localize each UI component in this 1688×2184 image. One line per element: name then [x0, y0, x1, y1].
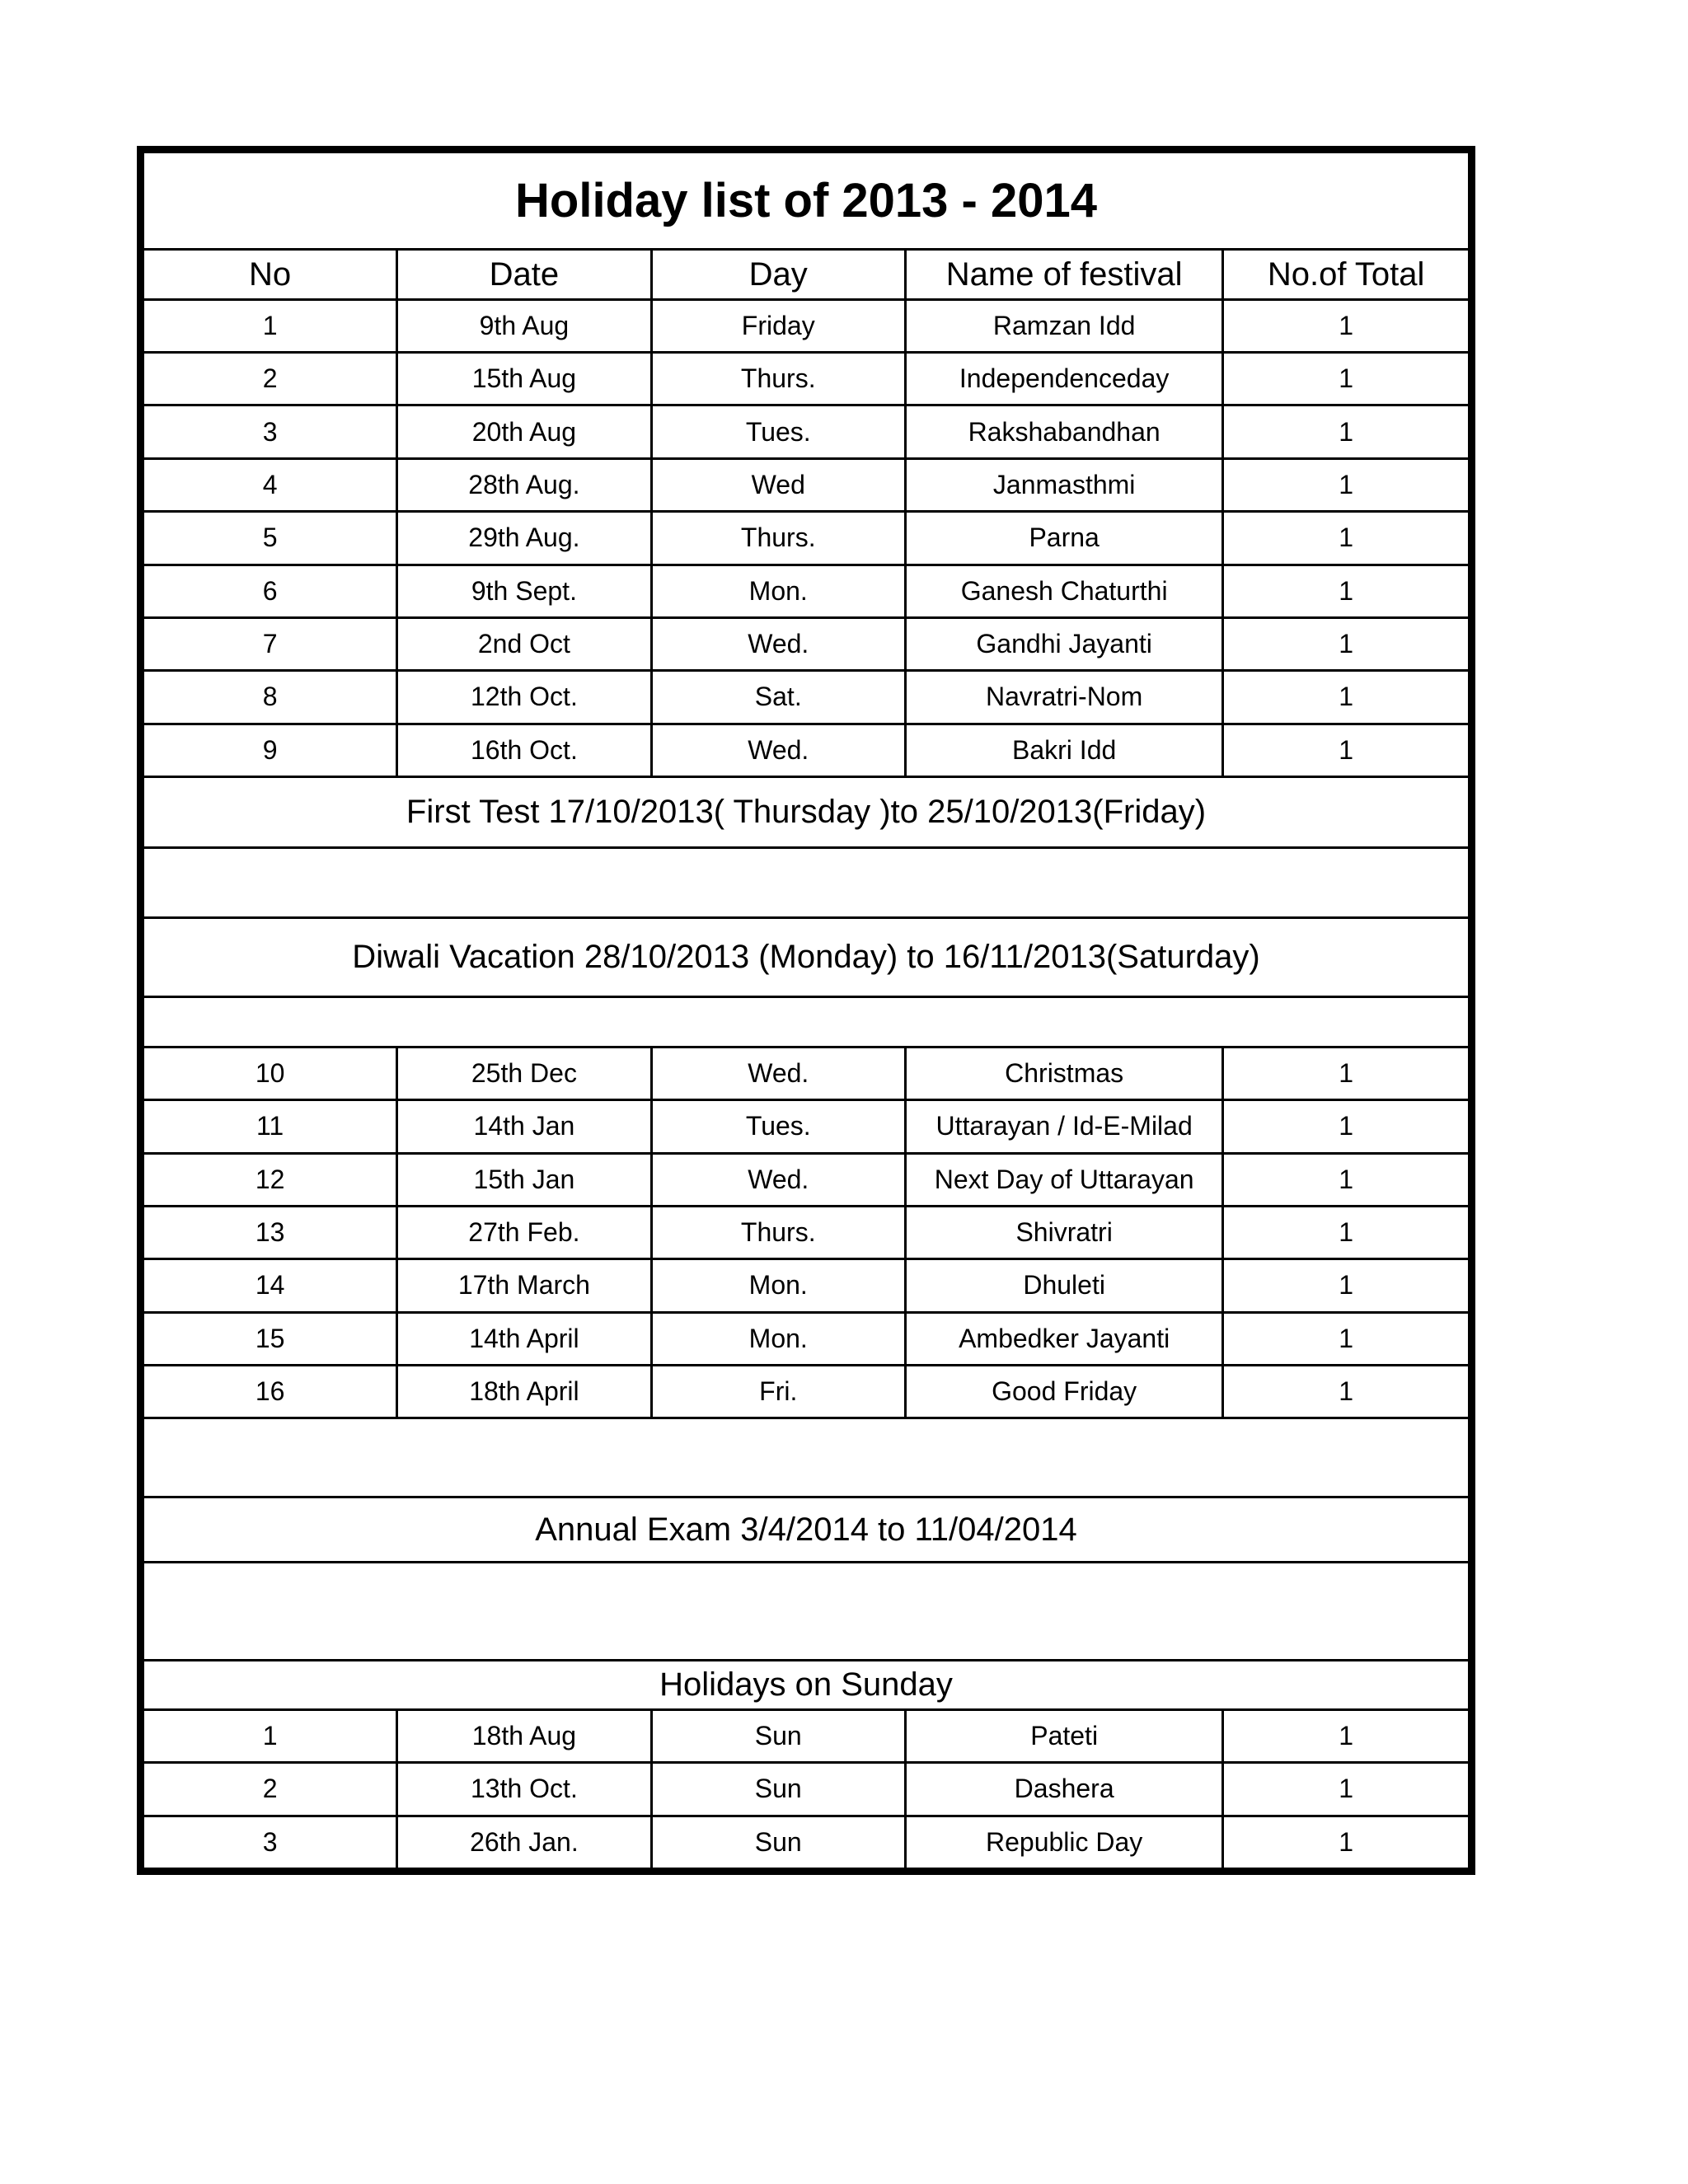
- cell-total: 1: [1223, 458, 1468, 511]
- sunday-heading: Holidays on Sunday: [144, 1660, 1468, 1709]
- cell-total: 1: [1223, 353, 1468, 405]
- cell-no: 6: [144, 565, 397, 617]
- table-row: [144, 1100, 1468, 1153]
- column-header-date: Date: [397, 250, 651, 299]
- holiday-table: [144, 153, 1468, 1868]
- cell-day: Wed.: [651, 724, 905, 776]
- cell-no: 16: [144, 1366, 397, 1418]
- cell-date: 14th April: [397, 1312, 651, 1365]
- cell-no: 1: [144, 299, 397, 352]
- cell-total: 1: [1223, 1206, 1468, 1258]
- cell-festival: Next Day of Uttarayan: [905, 1153, 1222, 1206]
- cell-day: Sat.: [651, 671, 905, 724]
- diwali-vacation-note: Diwali Vacation 28/10/2013 (Monday) to 16/11/2013(Saturday): [144, 917, 1468, 996]
- blank-row: [144, 1418, 1468, 1497]
- table-row: [144, 671, 1468, 724]
- table-row: [144, 565, 1468, 617]
- blank-cell: [144, 996, 1468, 1047]
- cell-festival: Bakri Idd: [905, 724, 1222, 776]
- cell-day: Thurs.: [651, 1206, 905, 1258]
- table-row: [144, 1153, 1468, 1206]
- cell-day: Mon.: [651, 565, 905, 617]
- table-row: [144, 617, 1468, 670]
- cell-date: 18th April: [397, 1366, 651, 1418]
- table-row: [144, 1763, 1468, 1816]
- table-row: [144, 1206, 1468, 1258]
- table-row: [144, 1816, 1468, 1868]
- cell-festival: Navratri-Nom: [905, 671, 1222, 724]
- first-test-note: First Test 17/10/2013( Thursday )to 25/10/2013(Friday): [144, 776, 1468, 847]
- cell-no: 4: [144, 458, 397, 511]
- cell-festival: Rakshabandhan: [905, 405, 1222, 458]
- cell-no: 7: [144, 617, 397, 670]
- cell-festival: Dhuleti: [905, 1259, 1222, 1312]
- cell-no: 3: [144, 1816, 397, 1868]
- cell-date: 13th Oct.: [397, 1763, 651, 1816]
- cell-festival: Ramzan Idd: [905, 299, 1222, 352]
- cell-no: 2: [144, 1763, 397, 1816]
- annual-exam-note: Annual Exam 3/4/2014 to 11/04/2014: [144, 1497, 1468, 1563]
- column-header-day: Day: [651, 250, 905, 299]
- cell-date: 29th Aug.: [397, 512, 651, 565]
- table-row: [144, 299, 1468, 352]
- cell-total: 1: [1223, 724, 1468, 776]
- cell-day: Mon.: [651, 1259, 905, 1312]
- cell-date: 2nd Oct: [397, 617, 651, 670]
- cell-no: 15: [144, 1312, 397, 1365]
- cell-total: 1: [1223, 1709, 1468, 1762]
- cell-total: 1: [1223, 512, 1468, 565]
- cell-day: Tues.: [651, 405, 905, 458]
- cell-date: 15th Jan: [397, 1153, 651, 1206]
- cell-day: Sun: [651, 1816, 905, 1868]
- table-row: [144, 458, 1468, 511]
- cell-day: Sun: [651, 1709, 905, 1762]
- cell-total: 1: [1223, 405, 1468, 458]
- table-row: [144, 1709, 1468, 1762]
- cell-total: 1: [1223, 617, 1468, 670]
- cell-no: 14: [144, 1259, 397, 1312]
- cell-date: 9th Sept.: [397, 565, 651, 617]
- cell-festival: Janmasthmi: [905, 458, 1222, 511]
- cell-festival: Good Friday: [905, 1366, 1222, 1418]
- cell-no: 10: [144, 1047, 397, 1099]
- table-row: [144, 1366, 1468, 1418]
- table-row: [144, 405, 1468, 458]
- annual-exam-row: [144, 1497, 1468, 1563]
- title-row: [144, 153, 1468, 250]
- table-row: [144, 1312, 1468, 1365]
- column-header-total: No.of Total: [1223, 250, 1468, 299]
- cell-day: Mon.: [651, 1312, 905, 1365]
- cell-no: 3: [144, 405, 397, 458]
- cell-date: 15th Aug: [397, 353, 651, 405]
- page-title: Holiday list of 2013 - 2014: [144, 153, 1468, 250]
- diwali-vacation-row: [144, 917, 1468, 996]
- cell-day: Fri.: [651, 1366, 905, 1418]
- cell-no: 1: [144, 1709, 397, 1762]
- table-row: [144, 353, 1468, 405]
- cell-total: 1: [1223, 1366, 1468, 1418]
- cell-day: Thurs.: [651, 353, 905, 405]
- blank-cell: [144, 1418, 1468, 1497]
- cell-day: Tues.: [651, 1100, 905, 1153]
- cell-festival: Ambedker Jayanti: [905, 1312, 1222, 1365]
- cell-date: 27th Feb.: [397, 1206, 651, 1258]
- cell-day: Friday: [651, 299, 905, 352]
- cell-day: Sun: [651, 1763, 905, 1816]
- blank-cell: [144, 847, 1468, 917]
- cell-total: 1: [1223, 1763, 1468, 1816]
- holiday-list-sheet: [137, 146, 1475, 1875]
- cell-total: 1: [1223, 565, 1468, 617]
- blank-cell: [144, 1563, 1468, 1661]
- cell-total: 1: [1223, 1816, 1468, 1868]
- cell-date: 25th Dec: [397, 1047, 651, 1099]
- cell-day: Wed.: [651, 617, 905, 670]
- cell-festival: Independenceday: [905, 353, 1222, 405]
- cell-festival: Gandhi Jayanti: [905, 617, 1222, 670]
- cell-total: 1: [1223, 1153, 1468, 1206]
- cell-date: 12th Oct.: [397, 671, 651, 724]
- table-row: [144, 512, 1468, 565]
- cell-festival: Ganesh Chaturthi: [905, 565, 1222, 617]
- cell-no: 13: [144, 1206, 397, 1258]
- cell-festival: Shivratri: [905, 1206, 1222, 1258]
- cell-total: 1: [1223, 1259, 1468, 1312]
- cell-total: 1: [1223, 299, 1468, 352]
- column-header-row: [144, 250, 1468, 299]
- cell-festival: Dashera: [905, 1763, 1222, 1816]
- cell-date: 18th Aug: [397, 1709, 651, 1762]
- blank-row: [144, 847, 1468, 917]
- blank-row: [144, 996, 1468, 1047]
- cell-no: 2: [144, 353, 397, 405]
- cell-no: 11: [144, 1100, 397, 1153]
- sunday-heading-row: [144, 1660, 1468, 1709]
- cell-day: Thurs.: [651, 512, 905, 565]
- cell-date: 14th Jan: [397, 1100, 651, 1153]
- cell-date: 16th Oct.: [397, 724, 651, 776]
- cell-no: 5: [144, 512, 397, 565]
- cell-festival: Republic Day: [905, 1816, 1222, 1868]
- cell-festival: Pateti: [905, 1709, 1222, 1762]
- cell-total: 1: [1223, 1312, 1468, 1365]
- table-row: [144, 1259, 1468, 1312]
- first-test-row: [144, 776, 1468, 847]
- cell-day: Wed.: [651, 1047, 905, 1099]
- cell-day: Wed.: [651, 1153, 905, 1206]
- cell-date: 9th Aug: [397, 299, 651, 352]
- cell-date: 26th Jan.: [397, 1816, 651, 1868]
- blank-row: [144, 1563, 1468, 1661]
- cell-total: 1: [1223, 671, 1468, 724]
- cell-date: 28th Aug.: [397, 458, 651, 511]
- cell-no: 12: [144, 1153, 397, 1206]
- cell-total: 1: [1223, 1100, 1468, 1153]
- column-header-no: No: [144, 250, 397, 299]
- cell-festival: Uttarayan / Id-E-Milad: [905, 1100, 1222, 1153]
- cell-festival: Christmas: [905, 1047, 1222, 1099]
- cell-no: 8: [144, 671, 397, 724]
- cell-festival: Parna: [905, 512, 1222, 565]
- column-header-festival: Name of festival: [905, 250, 1222, 299]
- table-row: [144, 1047, 1468, 1099]
- cell-date: 20th Aug: [397, 405, 651, 458]
- cell-total: 1: [1223, 1047, 1468, 1099]
- cell-day: Wed: [651, 458, 905, 511]
- table-row: [144, 724, 1468, 776]
- cell-no: 9: [144, 724, 397, 776]
- cell-date: 17th March: [397, 1259, 651, 1312]
